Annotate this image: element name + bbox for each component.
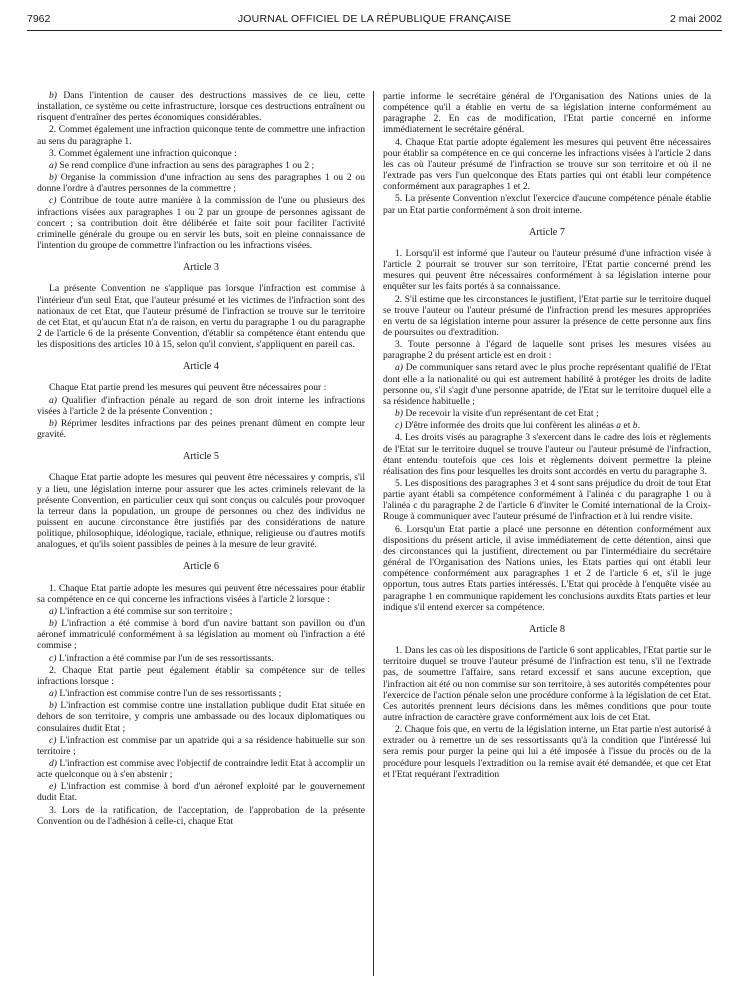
paragraph: 5. Les dispositions des paragraphes 3 et 4 sont sans préjudice du droit de tout Etat partie ayant établi sa compétence conformément à l'alinéa c du paragraphe 1 ou à l'alinéa c du paragraphe 2 de l'article 6 d'inviter le Comité international de la Croix-Rouge à communiquer avec l'auteur présumé de l'infraction et à lui rendre visite.	[383, 478, 711, 523]
header-rule	[27, 30, 722, 31]
article-heading: Article 7	[529, 226, 565, 238]
paragraph: 1. Dans les cas où les dispositions de l'article 6 sont applicables, l'Etat partie sur le territoire duquel se trouve l'auteur présumé de l'infraction est tenu, s'il ne l'extrade pas, de soumettre l'affaire, sans retard excessif et sans aucune exception, que l'infraction ait été ou non commise sur son territoire, à ses autorités compétentes pour l'exercice de l'action pénale selon une procédure conforme à la législation de cet Etat. Ces autorités prennent leurs décisions dans les mêmes conditions que pour toute autre infraction de caractère grave conformément aux lois de cet Etat.	[383, 645, 711, 723]
paragraph: Chaque Etat partie prend les mesures qui peuvent être nécessaires pour :	[49, 382, 327, 394]
paragraph: La présente Convention ne s'applique pas lorsque l'infraction est commise à l'intérieur d'un seul Etat, que l'auteur présumé et les victimes de l'infraction sont des nationaux de cet Etat, que l'auteur présumé de l'infraction se trouve sur le territoire de cet Etat, et qu'aucun Etat n'a de raison, en vertu du paragraphe 1 ou du paragraphe 2 de l'article 6 de la présente Convention, d'établir sa compétence étant entendu que les dispositions des articles 10 à 15, selon qu'il convient, s'appliquent en pareil cas.	[37, 283, 365, 351]
column-divider	[373, 91, 374, 976]
paragraph: 1. Chaque Etat partie adopte les mesures qui peuvent être nécessaires pour établir sa compétence en ce qui concerne les infractions visées à l'article 2 lorsque :	[37, 582, 365, 605]
list-item: a) Se rend complice d'une infraction au sens des paragraphes 1 ou 2 ;	[49, 159, 315, 171]
paragraph: 2. Commet également une infraction quiconque tente de commettre une infraction au sens du paragraphe 1.	[37, 124, 365, 147]
paragraph: 4. Chaque Etat partie adopte également les mesures qui peuvent être nécessaires pour établir sa compétence en ce qui concerne les infractions visées à l'article 2 dans les cas où l'auteur présumé de l'infraction se trouve sur son territoire et où il ne l'extrade pas vers l'un quelconque des Etats parties qui ont établi leur compétence conformément aux paragraphes 1 et 2.	[383, 136, 711, 193]
left-column	[37, 90, 365, 827]
journal-title: JOURNAL OFFICIEL DE LA RÉPUBLIQUE FRANÇAISE	[237, 13, 512, 25]
article-heading: Article 3	[183, 262, 219, 274]
list-item: b) L'infraction est commise contre une installation publique dudit Etat située en dehors de son territoire, y compris une ambassade ou des locaux diplomatiques ou consulaires dudit Etat ;	[37, 700, 365, 734]
paragraph: 5. La présente Convention n'exclut l'exercice d'aucune compétence pénale établie par un Etat partie conformément à son droit interne.	[383, 193, 711, 216]
list-item: c) Contribue de toute autre manière à la commission de l'une ou plusieurs des infractions visées aux paragraphes 1 ou 2 par un groupe de personnes agissant de concert ; sa contribution doit être délibérée et faite soit pour faciliter l'activité criminelle générale du groupe ou en servir les buts, soit en pleine connaissance de l'intention du groupe de commettre l'infraction ou les infractions visées.	[37, 195, 365, 252]
right-column	[383, 91, 711, 780]
paragraph: 6. Lorsqu'un Etat partie a placé une personne en détention conformément aux dispositions du présent article, il avise immédiatement de cette détention, ainsi que des circonstances qui la justifient, directement ou par l'intermédiaire du secrétaire général de l'Organisation des Nations unies, les Etats parties qui ont établi leur compétence conformément aux paragraphes 1 et 2 de l'article 6 et, s'il le juge opportun, tous autres Etats parties intéressés. L'Etat qui procède à l'enquête visée au paragraphe 1 en communique rapidement les conclusions auxdits Etats parties et leur indique s'il entend exercer sa compétence.	[383, 523, 711, 613]
list-item: a) Qualifier d'infraction pénale au regard de son droit interne les infractions visées à l'article 2 de la présente Convention ;	[37, 394, 365, 417]
list-item: b) L'infraction a été commise à bord d'un navire battant son pavillon ou d'un aéronef immatriculé conformément à sa législation au moment où l'infraction a été commise ;	[37, 618, 365, 652]
paragraph: partie informe le secrétaire général de l'Organisation des Nations unies de la compétence qu'il a établie en vertu de sa législation interne conformément au paragraphe 2. En cas de modification, l'Etat partie concerné en informe immédiatement le secrétaire général.	[383, 91, 711, 136]
article-heading: Article 6	[183, 561, 219, 573]
paragraph: 2. Chaque fois que, en vertu de la législation interne, un Etat partie n'est autorisé à extrader ou à remettre un de ses ressortissants qu'à la condition que l'intéressé lui sera remis pour purger la peine qui lui a été imposée à l'issue du procès ou de la procédure pour lesquels l'extradition ou la remise avait été demandée, et que cet Etat et l'Etat requérant l'extradition	[383, 724, 711, 780]
list-item: b) Organise la commission d'une infraction au sens des paragraphes 1 ou 2 ou donne l'ordre à d'autres personnes de la commettre ;	[37, 172, 365, 195]
list-item: a) De communiquer sans retard avec le plus proche représentant qualifié de l'Etat dont elle a la nationalité ou qui est autrement habilité à protéger les droits de ladite personne ou, s'il s'agit d'une personne apatride, de l'Etat sur le territoire duquel elle a sa résidence habituelle ;	[383, 362, 711, 407]
paragraph: 3. Lors de la ratification, de l'acceptation, de l'approbation de la présente Convention ou de l'adhésion à celle-ci, chaque Etat	[37, 804, 365, 827]
list-item: a) L'infraction a été commise sur son territoire ;	[49, 605, 233, 617]
list-item: c) D'être informée des droits que lui confèrent les alinéas a et b.	[395, 420, 640, 432]
list-item: b) De recevoir la visite d'un représentant de cet Etat ;	[395, 408, 599, 420]
paragraph: 1. Lorsqu'il est informé que l'auteur ou l'auteur présumé d'une infraction visée à l'article 2 pourrait se trouver sur son territoire, l'Etat partie concerné prend les mesures qui peuvent être nécessaires conformément à sa législation interne pour enquêter sur les faits portés à sa connaissance.	[383, 247, 711, 293]
paragraph: 2. Chaque Etat partie peut également établir sa compétence sur de telles infractions lorsque :	[37, 664, 365, 687]
list-item: d) L'infraction est commise avec l'objectif de contraindre ledit Etat à accomplir un acte quelconque ou à s'en abstenir ;	[37, 757, 365, 781]
paragraph: 3. Commet également une infraction quiconque :	[49, 147, 237, 159]
publication-date: 2 mai 2002	[670, 13, 722, 25]
paragraph: 4. Les droits visés au paragraphe 3 s'exercent dans le cadre des lois et règlements de l'Etat sur le territoire duquel se trouve l'auteur ou l'auteur présumé de l'infraction, étant entendu toutefois que ces lois et règlements doivent permettre la pleine réalisation des fins pour lesquelles les droits sont accordés en vertu du paragraphe 3.	[383, 432, 711, 477]
paragraph: Chaque Etat partie adopte les mesures qui peuvent être nécessaires y compris, s'il y a lieu, une législation interne pour assurer que les actes criminels relevant de la présente Convention, en particulier ceux qui sont conçus ou calculés pour provoquer la terreur dans la population, un groupe de personnes ou chez des individus ne puissent en aucune circonstance être justifiés par des considérations de nature politique, philosophique, idéologique, raciale, ethnique, religieuse ou d'autres motifs analogues, et qu'ils soient passibles de peines à la mesure de leur gravité.	[37, 472, 365, 551]
paragraph: 3. Toute personne à l'égard de laquelle sont prises les mesures visées au paragraphe 2 du présent article est en droit :	[383, 339, 711, 362]
paragraph: 2. S'il estime que les circonstances le justifient, l'Etat partie sur le territoire duquel se trouve l'auteur ou l'auteur présumé de l'infraction prend les mesures appropriées en vertu de sa législation interne pour assurer la présence de cette personne aux fins de poursuites ou d'extradition.	[383, 293, 711, 338]
paragraph: b) Dans l'intention de causer des destructions massives de ce lieu, cette installation, ce système ou cette infrastructure, lorsque ces destructions entraînent ou risquent d'entraîner des pertes économiques considérables.	[37, 90, 365, 124]
article-heading: Article 5	[183, 451, 219, 463]
list-item: c) L'infraction a été commise par l'un de ses ressortissants.	[49, 652, 274, 664]
list-item: a) L'infraction est commise contre l'un de ses ressortissants ;	[49, 688, 282, 700]
list-item: b) Réprimer lesdites infractions par des peines prenant dûment en compte leur gravité.	[37, 417, 365, 441]
article-heading: Article 4	[183, 361, 219, 373]
list-item: c) L'infraction est commise par un apatride qui a sa résidence habituelle sur son territoire ;	[37, 734, 365, 757]
article-heading: Article 8	[529, 623, 565, 635]
list-item: e) L'infraction est commise à bord d'un aéronef exploité par le gouvernement dudit Etat.	[37, 781, 365, 804]
page-number: 7962	[27, 13, 51, 25]
